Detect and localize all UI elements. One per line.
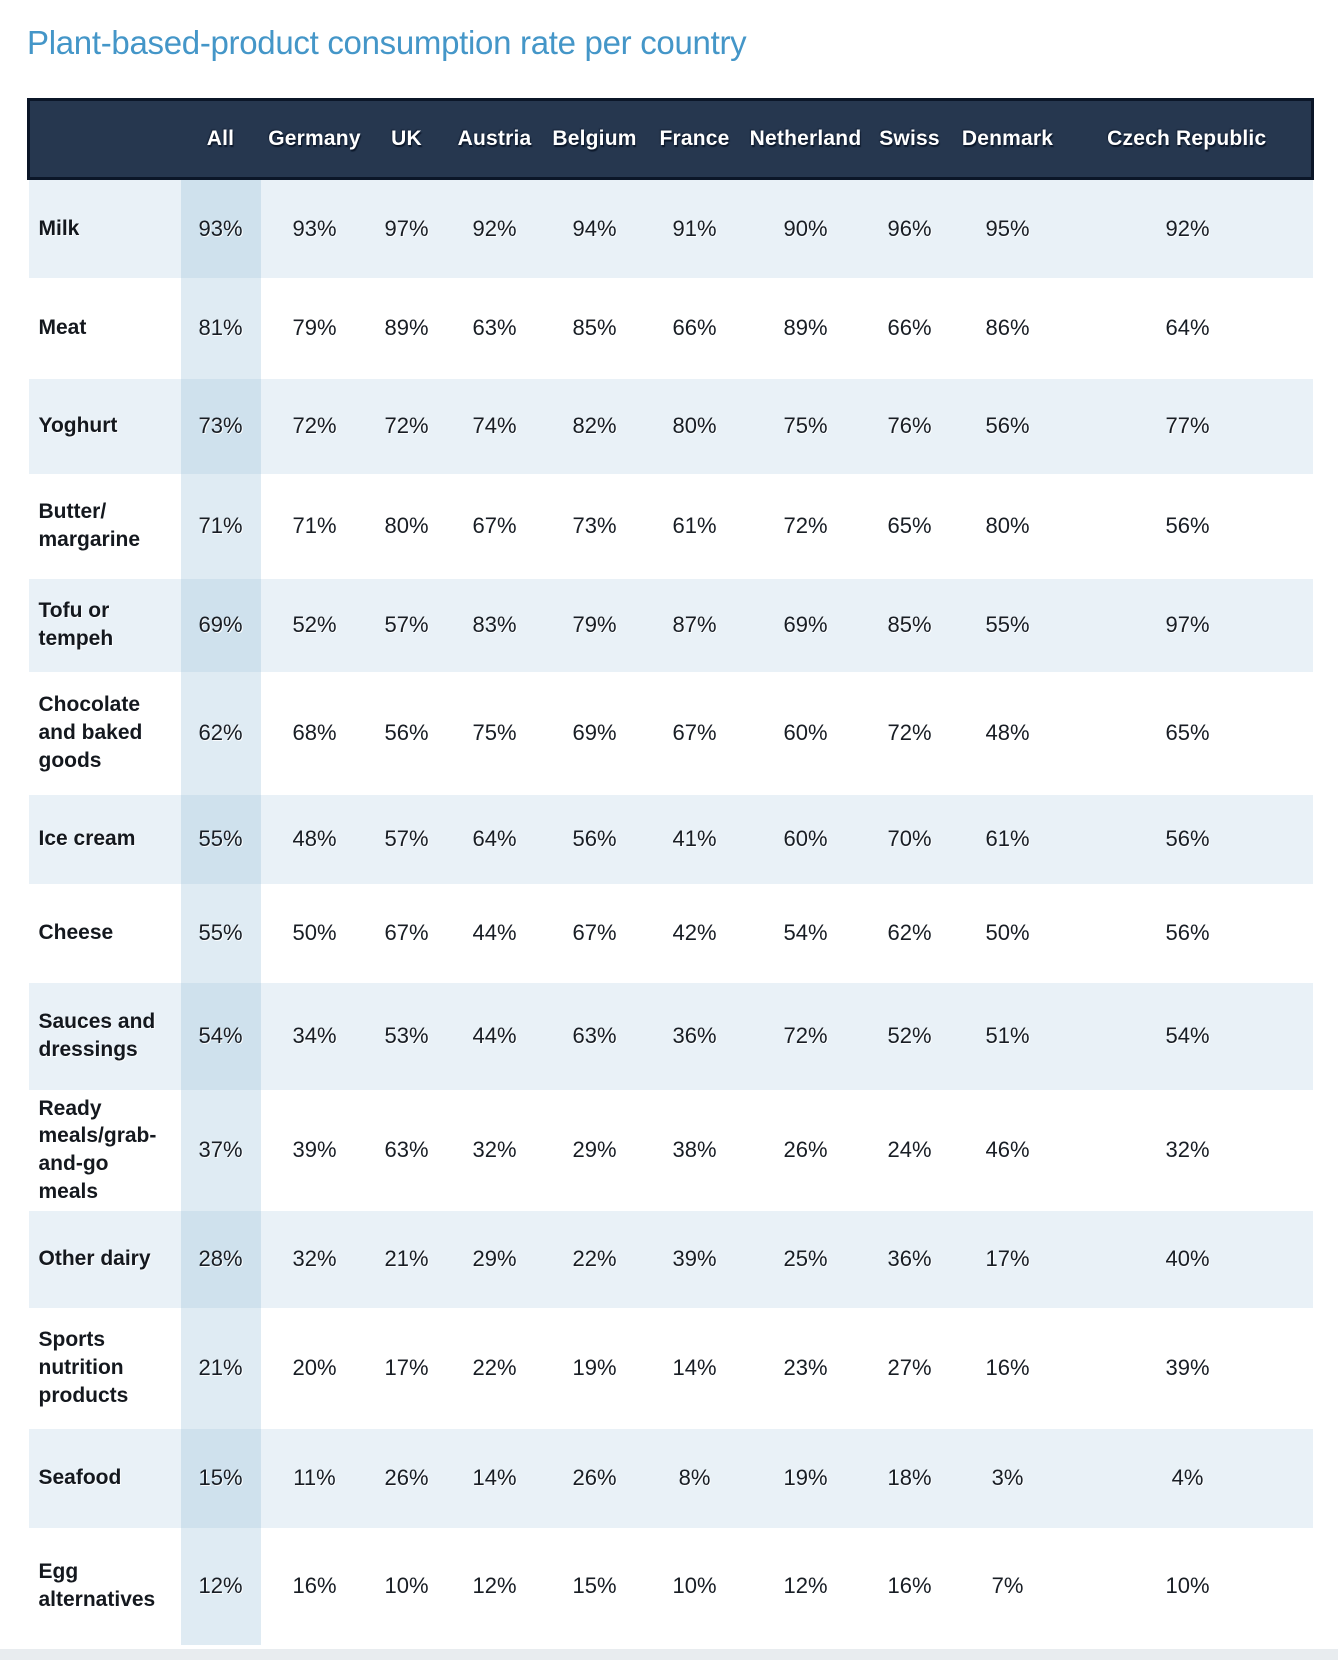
value-cell: 65% — [1165, 720, 1210, 745]
table-row — [29, 379, 1313, 474]
value-cell: 66% — [672, 315, 717, 340]
value-cell: 62% — [887, 920, 932, 945]
header-row — [29, 100, 1313, 179]
value-cell: 80% — [985, 513, 1030, 538]
value-cell: 83% — [472, 612, 517, 637]
value-cell: 52% — [887, 1023, 932, 1048]
value-cell: 14% — [672, 1355, 717, 1380]
table-row — [29, 1211, 1313, 1308]
value-cell: 27% — [887, 1355, 932, 1380]
value-cell: 56% — [384, 720, 429, 745]
value-cell: 7% — [991, 1573, 1024, 1598]
bottom-strip — [0, 1649, 1338, 1660]
row-label: Yoghurt — [38, 414, 118, 438]
value-cell: 11% — [293, 1465, 336, 1490]
value-cell: 55% — [985, 612, 1030, 637]
value-cell: 60% — [783, 720, 828, 745]
column-header: All — [181, 100, 261, 179]
value-cell: 80% — [384, 513, 429, 538]
column-header: Austria — [445, 100, 545, 179]
table-row — [29, 278, 1313, 379]
value-cell: 71% — [292, 513, 337, 538]
value-cell: 96% — [887, 215, 932, 241]
value-cell: 21% — [181, 1308, 261, 1429]
column-header: UK — [369, 100, 445, 179]
value-cell: 48% — [292, 826, 337, 851]
value-cell: 12% — [783, 1573, 828, 1598]
value-cell: 48% — [985, 720, 1030, 745]
row-label: Chocolate and baked goods — [38, 693, 143, 772]
table-row — [29, 983, 1313, 1090]
value-cell: 90% — [783, 215, 828, 241]
value-cell: 25% — [783, 1246, 828, 1271]
value-cell: 15% — [181, 1429, 261, 1528]
value-cell: 16% — [292, 1573, 337, 1598]
value-cell: 67% — [472, 513, 517, 538]
value-cell: 62% — [181, 672, 261, 795]
column-header: France — [645, 100, 745, 179]
value-cell: 52% — [292, 612, 337, 637]
value-cell: 54% — [181, 983, 261, 1090]
value-cell: 22% — [572, 1246, 617, 1271]
value-cell: 28% — [181, 1211, 261, 1308]
value-cell: 56% — [1165, 513, 1210, 538]
value-cell: 42% — [672, 920, 717, 945]
value-cell: 50% — [292, 920, 337, 945]
value-cell: 29% — [572, 1137, 617, 1162]
value-cell: 72% — [887, 720, 932, 745]
value-cell: 72% — [783, 1023, 828, 1048]
value-cell: 24% — [887, 1137, 932, 1162]
value-cell: 63% — [472, 315, 517, 340]
value-cell: 12% — [472, 1573, 517, 1598]
value-cell: 39% — [1165, 1355, 1210, 1380]
value-cell: 3% — [991, 1465, 1024, 1490]
value-cell: 72% — [292, 413, 337, 438]
table-row — [29, 579, 1313, 672]
value-cell: 85% — [887, 612, 932, 637]
value-cell: 63% — [572, 1023, 617, 1048]
row-label: Ready meals/​grab-and-go meals — [38, 1096, 157, 1203]
row-label: Egg alternatives — [38, 1560, 156, 1611]
value-cell: 16% — [887, 1573, 932, 1598]
value-cell: 26% — [783, 1137, 828, 1162]
value-cell: 8% — [678, 1465, 711, 1490]
value-cell: 61% — [985, 826, 1030, 851]
value-cell: 34% — [292, 1023, 337, 1048]
value-cell: 55% — [181, 795, 261, 884]
value-cell: 66% — [887, 315, 932, 340]
value-cell: 46% — [985, 1137, 1030, 1162]
value-cell: 19% — [572, 1355, 617, 1380]
value-cell: 77% — [1165, 413, 1210, 438]
row-label: Seafood — [38, 1466, 122, 1490]
table-row — [29, 1090, 1313, 1211]
value-cell: 82% — [572, 413, 617, 438]
value-cell: 50% — [985, 920, 1030, 945]
value-cell: 17% — [384, 1355, 429, 1380]
value-cell: 85% — [572, 315, 617, 340]
value-cell: 57% — [384, 612, 429, 637]
row-label: Butter/​margarine — [38, 500, 141, 551]
row-label: Sauces and dressings — [38, 1010, 156, 1061]
value-cell: 89% — [384, 315, 429, 340]
column-header: Netherland — [745, 100, 867, 179]
value-cell: 67% — [572, 920, 617, 945]
table-row — [29, 179, 1313, 278]
value-cell: 54% — [783, 920, 828, 945]
value-cell: 20% — [292, 1355, 337, 1380]
value-cell: 73% — [181, 379, 261, 474]
value-cell: 67% — [384, 920, 429, 945]
column-header: Belgium — [545, 100, 645, 179]
value-cell: 92% — [1165, 215, 1210, 241]
table-row — [29, 1528, 1313, 1645]
table-row — [29, 884, 1313, 983]
value-cell: 69% — [181, 579, 261, 672]
value-cell: 97% — [1165, 612, 1210, 637]
value-cell: 92% — [472, 215, 517, 241]
value-cell: 75% — [783, 413, 828, 438]
table-row — [29, 1308, 1313, 1429]
value-cell: 10% — [384, 1573, 429, 1598]
value-cell: 26% — [384, 1465, 429, 1490]
value-cell: 97% — [384, 215, 429, 241]
value-cell: 22% — [472, 1355, 517, 1380]
value-cell: 21% — [384, 1246, 429, 1271]
value-cell: 56% — [1165, 920, 1210, 945]
value-cell: 29% — [472, 1246, 517, 1271]
value-cell: 54% — [1165, 1023, 1210, 1048]
value-cell: 17% — [985, 1246, 1030, 1271]
value-cell: 19% — [783, 1465, 828, 1490]
table-row — [29, 795, 1313, 884]
value-cell: 71% — [181, 474, 261, 579]
column-header: Czech Republic — [1063, 100, 1313, 179]
value-cell: 36% — [672, 1023, 717, 1048]
value-cell: 61% — [672, 513, 717, 538]
value-cell: 68% — [292, 720, 337, 745]
value-cell: 56% — [572, 826, 617, 851]
value-cell: 94% — [572, 215, 617, 241]
value-cell: 79% — [572, 612, 617, 637]
value-cell: 18% — [887, 1465, 932, 1490]
value-cell: 86% — [985, 315, 1030, 340]
table-body — [29, 179, 1313, 1645]
value-cell: 39% — [672, 1246, 717, 1271]
value-cell: 32% — [292, 1246, 337, 1271]
row-label: Sports nutrition products — [38, 1328, 129, 1407]
table-row — [29, 1429, 1313, 1528]
value-cell: 4% — [1171, 1465, 1204, 1490]
value-cell: 93% — [181, 179, 261, 278]
value-cell: 26% — [572, 1465, 617, 1490]
value-cell: 60% — [783, 826, 828, 851]
value-cell: 32% — [1165, 1137, 1210, 1162]
value-cell: 51% — [985, 1023, 1030, 1048]
value-cell: 64% — [1165, 315, 1210, 340]
value-cell: 91% — [672, 215, 717, 241]
row-label: Other dairy — [38, 1247, 151, 1271]
value-cell: 76% — [887, 413, 932, 438]
value-cell: 89% — [783, 315, 828, 340]
page-title: Plant-based-product consumption rate per country — [27, 24, 747, 61]
row-label: Milk — [38, 216, 80, 240]
value-cell: 95% — [985, 215, 1030, 241]
value-cell: 41% — [672, 826, 717, 851]
value-cell: 81% — [181, 278, 261, 379]
column-header: Denmark — [953, 100, 1063, 179]
value-cell: 10% — [1165, 1573, 1210, 1598]
value-cell: 64% — [472, 826, 517, 851]
value-cell: 57% — [384, 826, 429, 851]
row-label: Tofu or tempeh — [38, 599, 114, 650]
value-cell: 56% — [985, 413, 1030, 438]
value-cell: 74% — [472, 413, 517, 438]
column-header: Germany — [261, 100, 369, 179]
value-cell: 15% — [572, 1573, 617, 1598]
row-label: Meat — [38, 316, 87, 340]
value-cell: 72% — [384, 413, 429, 438]
row-label: Ice cream — [38, 827, 136, 851]
table-row — [29, 672, 1313, 795]
row-label: Cheese — [38, 921, 114, 945]
value-cell: 80% — [672, 413, 717, 438]
table-row — [29, 474, 1313, 579]
value-cell: 75% — [472, 720, 517, 745]
value-cell: 69% — [783, 612, 828, 637]
value-cell: 63% — [384, 1137, 429, 1162]
value-cell: 39% — [292, 1137, 337, 1162]
value-cell: 67% — [672, 720, 717, 745]
consumption-table — [27, 98, 1314, 1645]
value-cell: 14% — [472, 1465, 517, 1490]
value-cell: 32% — [472, 1137, 517, 1162]
value-cell: 44% — [472, 920, 517, 945]
value-cell: 65% — [887, 513, 932, 538]
value-cell: 36% — [887, 1246, 932, 1271]
value-cell: 55% — [181, 884, 261, 983]
value-cell: 93% — [292, 215, 337, 241]
value-cell: 79% — [292, 315, 337, 340]
value-cell: 44% — [472, 1023, 517, 1048]
column-header: Swiss — [867, 100, 953, 179]
value-cell: 37% — [181, 1090, 261, 1211]
value-cell: 53% — [384, 1023, 429, 1048]
value-cell: 69% — [572, 720, 617, 745]
header-empty-cell — [29, 100, 181, 179]
value-cell: 87% — [672, 612, 717, 637]
value-cell: 10% — [672, 1573, 717, 1598]
value-cell: 38% — [672, 1137, 717, 1162]
value-cell: 73% — [572, 513, 617, 538]
value-cell: 40% — [1165, 1246, 1210, 1271]
value-cell: 12% — [181, 1528, 261, 1645]
value-cell: 23% — [783, 1355, 828, 1380]
value-cell: 72% — [783, 513, 828, 538]
value-cell: 16% — [985, 1355, 1030, 1380]
value-cell: 70% — [887, 826, 932, 851]
value-cell: 56% — [1165, 826, 1210, 851]
